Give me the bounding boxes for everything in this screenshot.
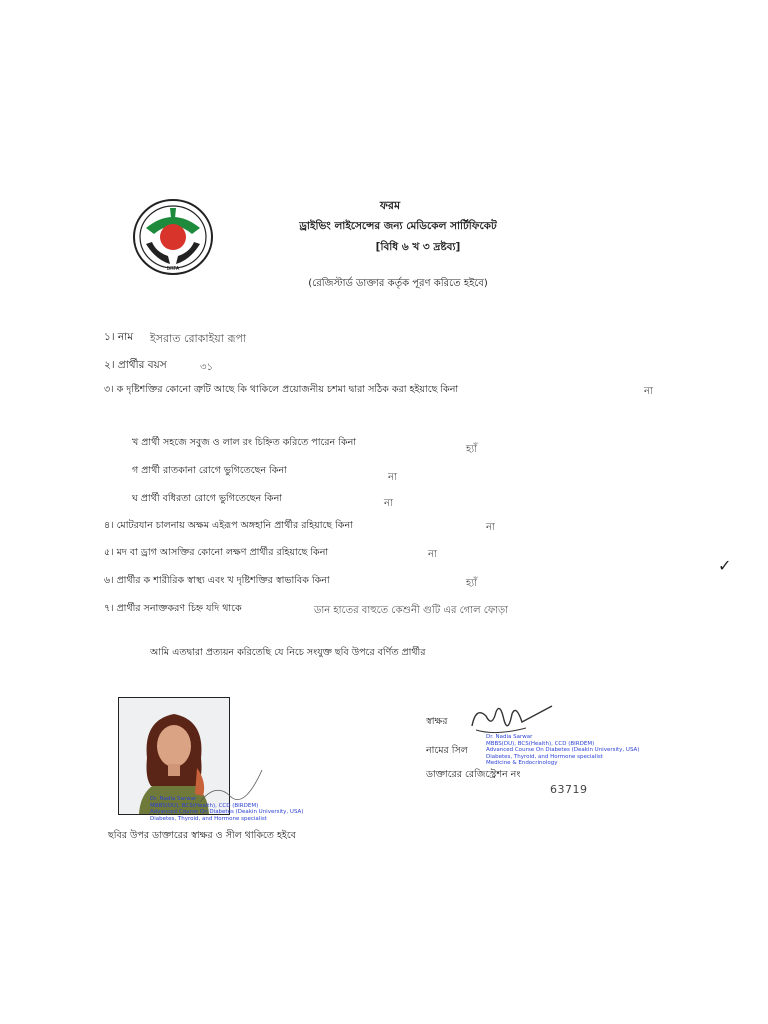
- check-mark-icon: ✓: [718, 556, 732, 575]
- item-3d-value: না: [384, 498, 393, 509]
- doctor-stamp-line-2: MBBS(DU), BCS(Health), CCD (BIRDEM): [486, 740, 595, 747]
- doctor-stamp-line-4: Diabetes, Thyroid, and Hormone specialist: [486, 753, 603, 760]
- item-7-label: ৭। প্রার্থীর সনাক্তকরণ চিহ্ন যদি থাকে: [104, 603, 242, 614]
- item-1-value: ইসরাত রোকাইয়া রূপা: [150, 332, 247, 345]
- item-3b-value: হ্যাঁ: [466, 444, 478, 455]
- item-6-value: হ্যাঁ: [466, 578, 478, 589]
- photo-stamp-line-4: Diabetes, Thyroid, and Hormone specialist: [150, 815, 267, 822]
- item-5-value: না: [428, 549, 437, 560]
- item-6-label: ৬। প্রার্থীর ক শারীরিক স্বাস্থ্য এবং খ দৃষ্টিশক্তির স্বাভাবিক কিনা: [104, 575, 330, 586]
- item-3a-label: ৩। ক দৃষ্টিশক্তির কোনো ত্রুটি আছে কি থাকিলে প্রয়োজনীয় চশমা দ্বারা সঠিক করা হইয়াছে কিনা: [104, 384, 459, 395]
- declaration-text: আমি এতদ্বারা প্রত্যয়ন করিতেছি যে নিচে সংযুক্ত ছবি উপরে বর্ণিত প্রার্থীর: [150, 647, 426, 658]
- doctor-stamp: [486, 734, 639, 767]
- item-2-value: ৩১: [200, 362, 213, 373]
- item-1-label: ১। নাম: [104, 331, 134, 343]
- item-3d-label: ঘ প্রার্থী বধিরতা রোগে ভুগিতেছেন কিনা: [132, 493, 283, 504]
- item-3c-value: না: [388, 472, 397, 483]
- item-3c-label: গ প্রার্থী রাতকানা রোগে ভুগিতেছেন কিনা: [132, 465, 287, 476]
- doctor-stamp-line-3: Advanced Course On Diabetes (Deakin University, USA): [486, 747, 640, 753]
- photo-signature-icon: [196, 762, 266, 812]
- registration-number: 63719: [550, 783, 588, 796]
- registration-label: ডাক্তারের রেজিস্ট্রেশন নং: [426, 769, 521, 780]
- item-3b-label: খ প্রার্থী সহজে সবুজ ও লাল রং চিহ্নিত করিতে পারেন কিনা: [132, 437, 357, 448]
- fill-instruction: (রেজিস্টার্ড ডাক্তার কর্তৃক পূরণ করিতে হইবে): [308, 278, 488, 289]
- item-5-label: ৫। মদ বা ড্রাগ আসক্তির কোনো লক্ষণ প্রার্থীর রহিয়াছে কিনা: [104, 547, 329, 558]
- form-label: ফরম: [379, 199, 401, 212]
- doctor-stamp-line-5: Medicine & Endocrinology: [486, 760, 558, 766]
- item-4-label: ৪। মোটরযান চালনায় অক্ষম এইরূপ অঙ্গহানি প্রার্থীর রহিয়াছে কিনা: [104, 520, 353, 531]
- signature-label: স্বাক্ষর: [426, 716, 448, 727]
- item-4-value: না: [486, 522, 495, 533]
- item-7-value: ডান হাতের বাহুতে কেশুনী গুটি এর গোল ফোড়া: [314, 605, 509, 616]
- certificate-title: ড্রাইভিং লাইসেন্সের জন্য মেডিকেল সার্টিফিকেট: [299, 220, 497, 232]
- brta-logo-icon: [132, 198, 214, 276]
- rule-reference: [বিধি ৬ খ ৩ দ্রষ্টব্য]: [375, 241, 461, 253]
- photo-stamp-line-1: Dr. Nadia Sarwar: [150, 796, 197, 802]
- item-2-label: ২। প্রার্থীর বয়স: [104, 359, 167, 371]
- photo-stamp-line-3: Advanced Course On Diabetes (Deakin University, USA): [150, 809, 304, 815]
- photo-caption: ছবির উপর ডাক্তারের স্বাক্ষর ও সীল থাকিতে হইবে: [108, 830, 296, 841]
- svg-text:BRTA: BRTA: [166, 266, 180, 272]
- item-3a-value: না: [644, 386, 653, 397]
- name-seal-label: নামের সিল: [426, 745, 468, 756]
- doctor-stamp-line-1: Dr. Nadia Sarwar: [486, 734, 533, 740]
- photo-stamp-line-2: MBBS(DU), BCS(Health), CCD (BIRDEM): [150, 802, 259, 809]
